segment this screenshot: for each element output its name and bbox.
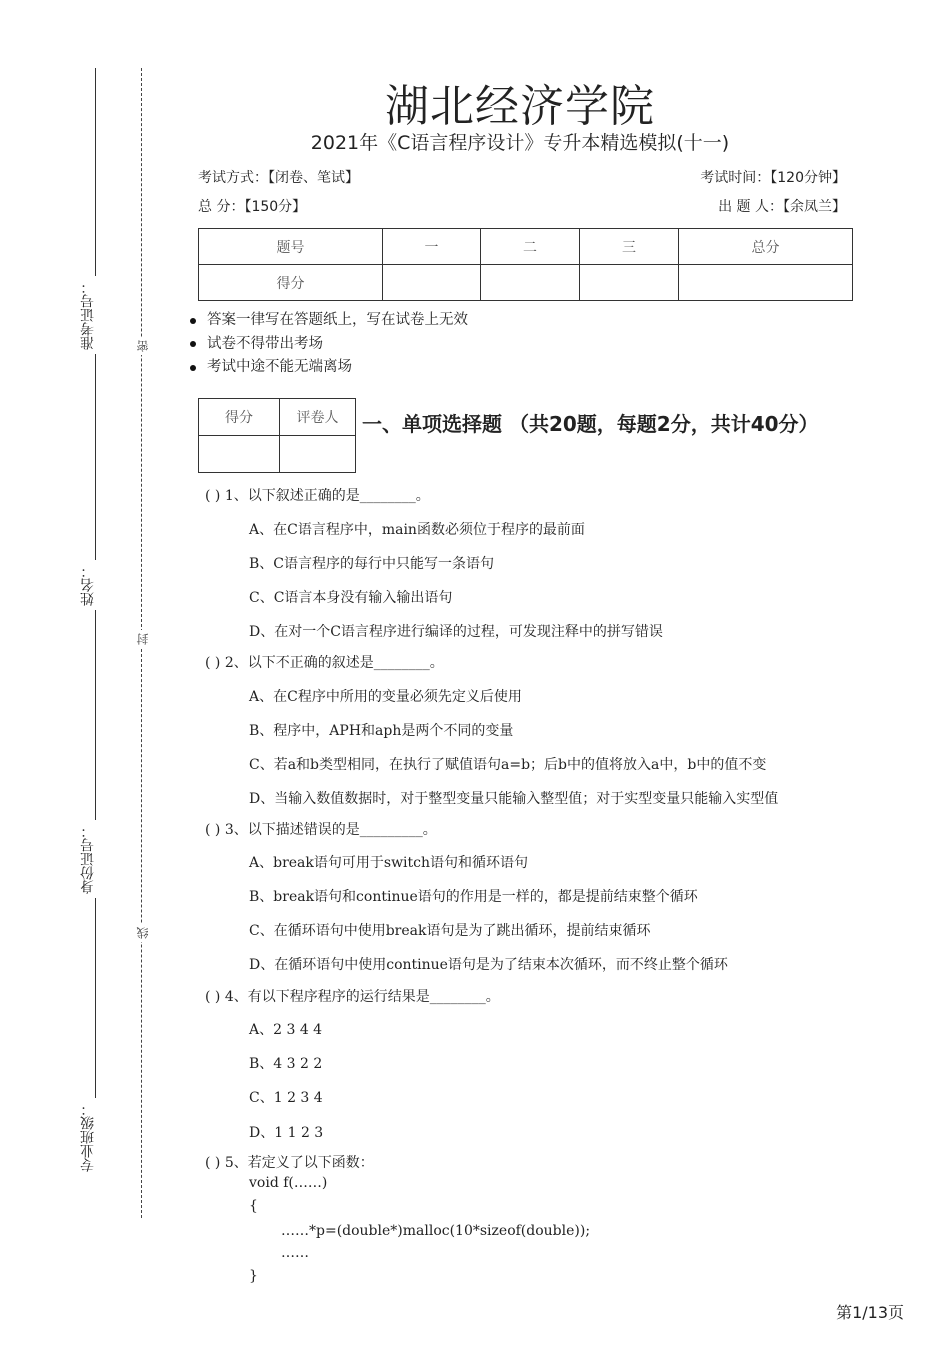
- code-line: ……*p=(double*)malloc(10*sizeof(double));: [281, 1223, 591, 1239]
- note-text: 考试中途不能无端离场: [207, 359, 352, 375]
- section-title: 一、单项选择题 （共20题，每题2分，共计40分）: [362, 412, 819, 436]
- score-table: [198, 228, 853, 301]
- score-header-cell: 题号: [199, 229, 383, 265]
- label-id-number: 身份证号：: [80, 820, 100, 898]
- question-3-option-c: C、在循环语句中使用break语句是为了跳出循环，提前结束循环: [249, 923, 651, 939]
- exam-notes: [190, 309, 468, 380]
- score-cell: [580, 265, 679, 301]
- question-3-option-b: B、break语句和continue语句的作用是一样的，都是提前结束整个循环: [249, 889, 698, 905]
- note-text: 答案一律写在答题纸上，写在试卷上无效: [207, 312, 468, 328]
- question-2-option-d: D、当输入数值数据时，对于整型变量只能输入整型值；对于实型变量只能输入实型值: [249, 791, 779, 807]
- label-major-class: 专业班级：: [80, 1098, 100, 1176]
- score-header-cell: 总分: [679, 229, 853, 265]
- grader-name-cell: [280, 436, 356, 473]
- score-cell: [481, 265, 580, 301]
- code-line: void f(……): [249, 1175, 328, 1191]
- seal-char-mi: 密: [134, 337, 150, 355]
- note-item: [190, 356, 468, 380]
- page-number: 第1/13页: [836, 1303, 904, 1322]
- score-header-cell: 三: [580, 229, 679, 265]
- bullet-icon: [190, 365, 196, 371]
- grader-score-label: 得分: [199, 399, 280, 436]
- binding-line: [95, 68, 96, 1168]
- question-4-option-d: D、1 1 2 3: [249, 1125, 324, 1141]
- question-5-stem: ( ) 5、若定义了以下函数：: [205, 1155, 374, 1171]
- label-name: 姓名：: [80, 560, 100, 610]
- exam-time: 考试时间：【120分钟】: [700, 170, 846, 186]
- question-3-option-d: D、在循环语句中使用continue语句是为了结束本次循环，而不终止整个循环: [249, 957, 728, 973]
- question-4-option-c: C、1 2 3 4: [249, 1090, 323, 1106]
- score-header-cell: 一: [383, 229, 481, 265]
- bullet-icon: [190, 341, 196, 347]
- question-2-option-c: C、若a和b类型相同，在执行了赋值语句a=b；后b中的值将放入a中，b中的值不变: [249, 757, 767, 773]
- question-1-option-b: B、C语言程序的每行中只能写一条语句: [249, 556, 494, 572]
- code-line: {: [249, 1198, 258, 1214]
- total-score: 总 分：【150分】: [198, 199, 307, 215]
- seal-char-xian: 线: [134, 924, 150, 942]
- code-line: ……: [281, 1245, 309, 1261]
- exam-title: 2021年《C语言程序设计》专升本精选模拟(十一): [310, 132, 730, 154]
- question-3-stem: ( ) 3、以下描述错误的是_________。: [205, 822, 437, 838]
- question-3-option-a: A、break语句可用于switch语句和循环语句: [249, 855, 529, 871]
- score-cell: [383, 265, 481, 301]
- seal-char-feng: 封: [134, 630, 150, 648]
- question-1-option-c: C、C语言本身没有输入输出语句: [249, 590, 453, 606]
- score-table-header-row: [199, 229, 853, 265]
- exam-author: 出 题 人：【余凤兰】: [718, 199, 846, 215]
- school-title: 湖北经济学院: [385, 81, 655, 132]
- code-line: }: [249, 1268, 258, 1284]
- score-cell: [679, 265, 853, 301]
- question-1-option-a: A、在C语言程序中，main函数必须位于程序的最前面: [249, 522, 585, 538]
- question-1-stem: ( ) 1、以下叙述正确的是________。: [205, 488, 430, 504]
- note-item: [190, 333, 468, 357]
- note-item: [190, 309, 468, 333]
- question-4-stem: ( ) 4、有以下程序程序的运行结果是________。: [205, 989, 500, 1005]
- score-row-label: 得分: [199, 265, 383, 301]
- bullet-icon: [190, 318, 196, 324]
- question-2-option-a: A、在C程序中所用的变量必须先定义后使用: [249, 689, 522, 705]
- label-exam-number: 准考证号：: [80, 276, 100, 354]
- score-table-score-row: [199, 265, 853, 301]
- question-2-option-b: B、程序中，APH和aph是两个不同的变量: [249, 723, 514, 739]
- question-2-stem: ( ) 2、以下不正确的叙述是________。: [205, 655, 444, 671]
- question-4-option-b: B、4 3 2 2: [249, 1056, 323, 1072]
- grader-name-label: 评卷人: [280, 399, 356, 436]
- score-header-cell: 二: [481, 229, 580, 265]
- question-4-option-a: A、2 3 4 4: [249, 1022, 323, 1038]
- grader-score-cell: [199, 436, 280, 473]
- note-text: 试卷不得带出考场: [207, 335, 323, 352]
- grader-box: [198, 398, 356, 473]
- exam-mode: 考试方式：【闭卷、笔试】: [198, 170, 359, 186]
- question-1-option-d: D、在对一个C语言程序进行编译的过程，可发现注释中的拼写错误: [249, 624, 663, 640]
